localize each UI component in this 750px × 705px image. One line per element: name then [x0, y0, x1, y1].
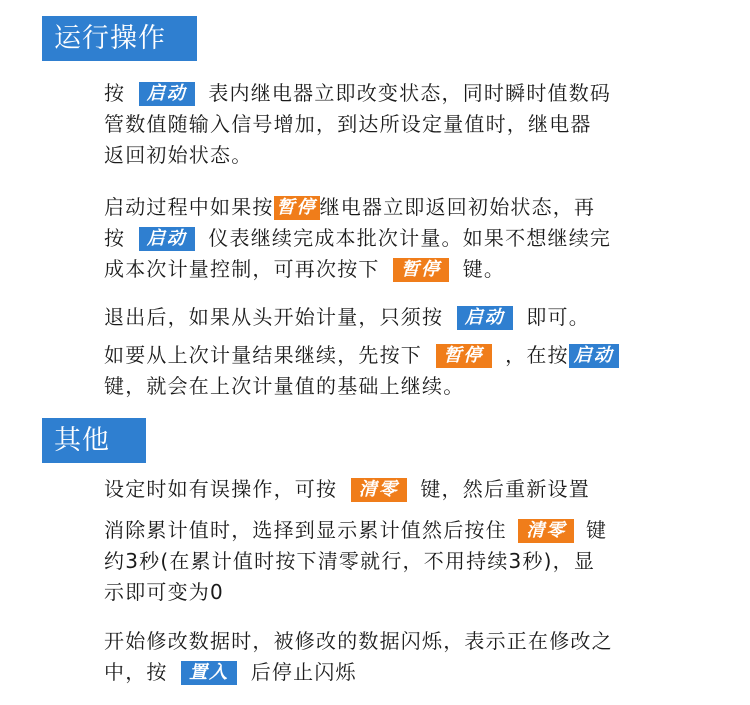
clear-key: 清零 — [518, 519, 574, 543]
line-text: 后停止闪烁 — [250, 660, 357, 684]
paragraph — [104, 192, 704, 285]
text-line — [104, 626, 704, 657]
paragraph — [104, 626, 704, 688]
paragraph — [104, 515, 704, 608]
line-text: 按 — [104, 81, 126, 105]
line-text: 即可。 — [526, 305, 590, 329]
text-line — [104, 371, 704, 402]
text-line — [104, 577, 704, 608]
text-line — [104, 657, 704, 688]
set-key: 置入 — [181, 661, 237, 685]
pause-key: 暂停 — [393, 258, 449, 282]
line-text: 仪表继续完成本批次计量。如果不想继续完 — [208, 226, 612, 250]
line-text: 返回初始状态。 — [104, 143, 253, 167]
line-text: 按 — [104, 226, 126, 250]
start-key: 启动 — [569, 344, 619, 368]
line-text: ，在按 — [505, 343, 569, 367]
line-text: 消除累计值时，选择到显示累计值然后按住 — [104, 518, 507, 542]
paragraph — [104, 474, 704, 505]
text-line — [104, 302, 704, 333]
pause-key: 暂停 — [436, 344, 492, 368]
line-text: 设定时如有误操作，可按 — [104, 477, 338, 501]
line-text: 成本次计量控制，可再次按下 — [104, 257, 380, 281]
line-text: 键，就会在上次计量值的基础上继续。 — [104, 374, 465, 398]
line-text: 启动过程中如果按 — [104, 195, 274, 219]
pause-key: 暂停 — [274, 196, 320, 220]
paragraph — [104, 302, 704, 333]
text-line — [104, 109, 704, 140]
text-line — [104, 223, 704, 254]
text-line — [104, 192, 704, 223]
text-line — [104, 474, 704, 505]
line-text: 继电器立即返回初始状态，再 — [319, 195, 596, 219]
text-line — [104, 254, 704, 285]
paragraph — [104, 78, 704, 171]
line-text: 如要从上次计量结果继续，先按下 — [104, 343, 422, 367]
text-line — [104, 78, 704, 109]
line-text: 约3秒(在累计值时按下清零就行，不用持续3秒)，显 — [104, 549, 596, 573]
line-text: 键 — [585, 518, 608, 542]
text-line — [104, 140, 704, 171]
text-line — [104, 340, 704, 371]
clear-key: 清零 — [351, 478, 407, 502]
line-text: 开始修改数据时，被修改的数据闪烁，表示正在修改之 — [104, 629, 613, 653]
line-text: 键，然后重新设置 — [420, 477, 590, 501]
line-text: 示即可变为0 — [104, 580, 224, 604]
line-text: 表内继电器立即改变状态，同时瞬时值数码 — [208, 81, 612, 105]
section-heading-operation: 运行操作 — [42, 16, 197, 61]
start-key: 启动 — [139, 82, 195, 106]
paragraph — [104, 340, 704, 402]
line-text: 退出后，如果从头开始计量，只须按 — [104, 305, 444, 329]
section-heading-other: 其他 — [42, 418, 146, 463]
text-line — [104, 546, 704, 577]
text-line — [104, 515, 704, 546]
line-text: 管数值随输入信号增加，到达所设定量值时，继电器 — [104, 112, 592, 136]
line-text: 键。 — [462, 257, 506, 281]
start-key: 启动 — [457, 306, 513, 330]
line-text: 中，按 — [104, 660, 168, 684]
start-key: 启动 — [139, 227, 195, 251]
